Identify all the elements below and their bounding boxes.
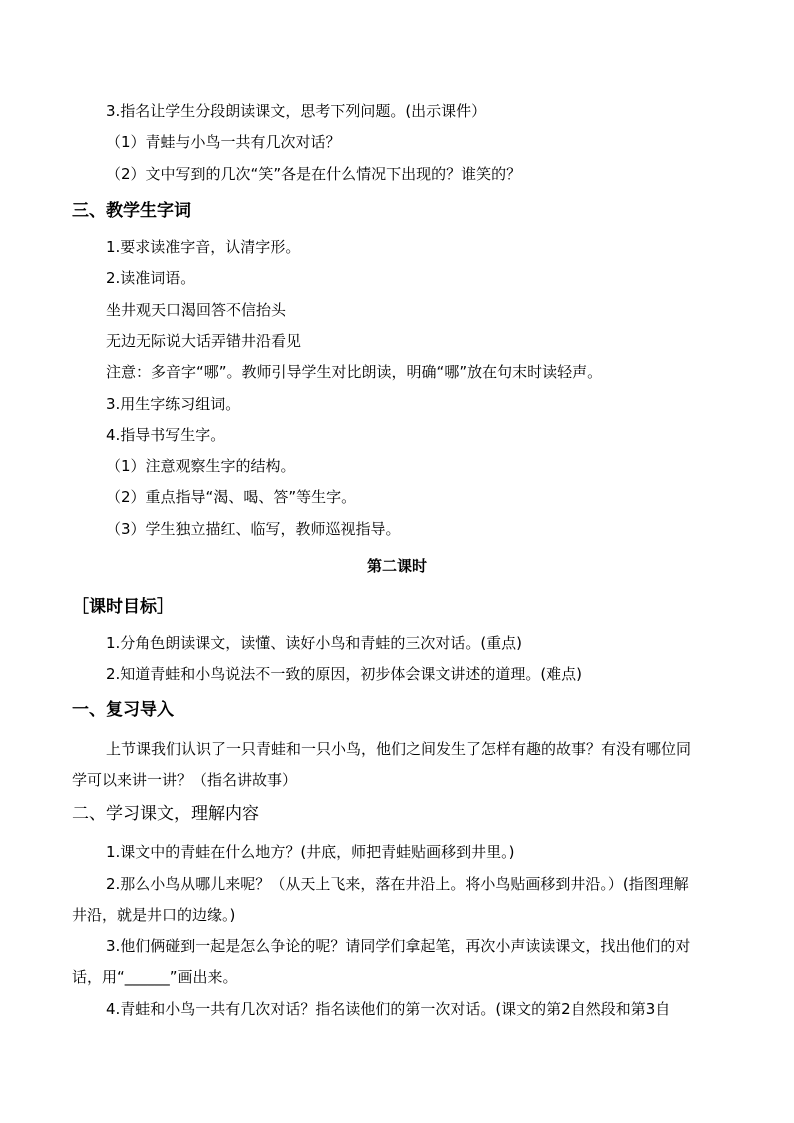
text-line: 注意：多音字“哪”。教师引导学生对比朗读，明确“哪”放在句末时读轻声。 xyxy=(106,363,603,381)
text-line: （1）青蛙与小鸟一共有几次对话？ xyxy=(106,133,341,151)
text-line: （2）重点指导“渴、喝、答”等生字。 xyxy=(106,488,357,506)
text-line: 话，用“______”画出来。 xyxy=(72,968,238,986)
text-line: 井沿，就是井口的边缘。) xyxy=(72,906,236,924)
text-line: （2）文中写到的几次“笑”各是在什么情况下出现的？谁笑的？ xyxy=(106,165,522,183)
text-line: （1）注意观察生字的结构。 xyxy=(106,457,296,475)
section-heading: 二、学习课文，理解内容 xyxy=(72,804,259,824)
text-line: 4.青蛙和小鸟一共有几次对话？指名读他们的第一次对话。(课文的第2自然段和第3自 xyxy=(106,1000,671,1018)
text-line: 上节课我们认识了一只青蛙和一只小鸟，他们之间发生了怎样有趣的故事？有没有哪位同 xyxy=(106,740,692,758)
text-line: 3.指名让学生分段朗读课文，思考下列问题。(出示课件） xyxy=(106,102,487,120)
text-line: 学可以来讲一讲？（指名讲故事） xyxy=(72,771,298,789)
section-heading: ［课时目标］ xyxy=(72,597,174,617)
text-line: 2.知道青蛙和小鸟说法不一致的原因，初步体会课文讲述的道理。(难点) xyxy=(106,665,583,683)
text-line: 2.读准词语。 xyxy=(106,269,196,287)
text-line: （3）学生独立描红、临写，教师巡视指导。 xyxy=(106,520,401,538)
section-heading: 一、复习导入 xyxy=(72,700,174,720)
text-line: 1.要求读准字音，认清字形。 xyxy=(106,238,301,256)
text-line: 4.指导书写生字。 xyxy=(106,426,226,444)
text-line: 2.那么小鸟从哪儿来呢？（从天上飞来，落在井沿上。将小鸟贴画移到井沿。）(指图理解 xyxy=(106,875,689,893)
text-line: 1.分角色朗读课文，读懂、读好小鸟和青蛙的三次对话。(重点) xyxy=(106,634,523,652)
text-line: 1.课文中的青蛙在什么地方？(井底，师把青蛙贴画移到井里。) xyxy=(106,843,515,861)
text-line: 无边无际说大话弄错井沿看见 xyxy=(106,332,302,350)
text-line: 3.他们俩碰到一起是怎么争论的呢？请同学们拿起笔，再次小声读读课文，找出他们的对 xyxy=(106,937,691,955)
lesson-title: 第二课时 xyxy=(366,557,427,575)
section-heading: 三、教学生字词 xyxy=(72,201,191,221)
text-line: 坐井观天口渴回答不信抬头 xyxy=(106,301,287,319)
text-line: 3.用生字练习组词。 xyxy=(106,395,241,413)
